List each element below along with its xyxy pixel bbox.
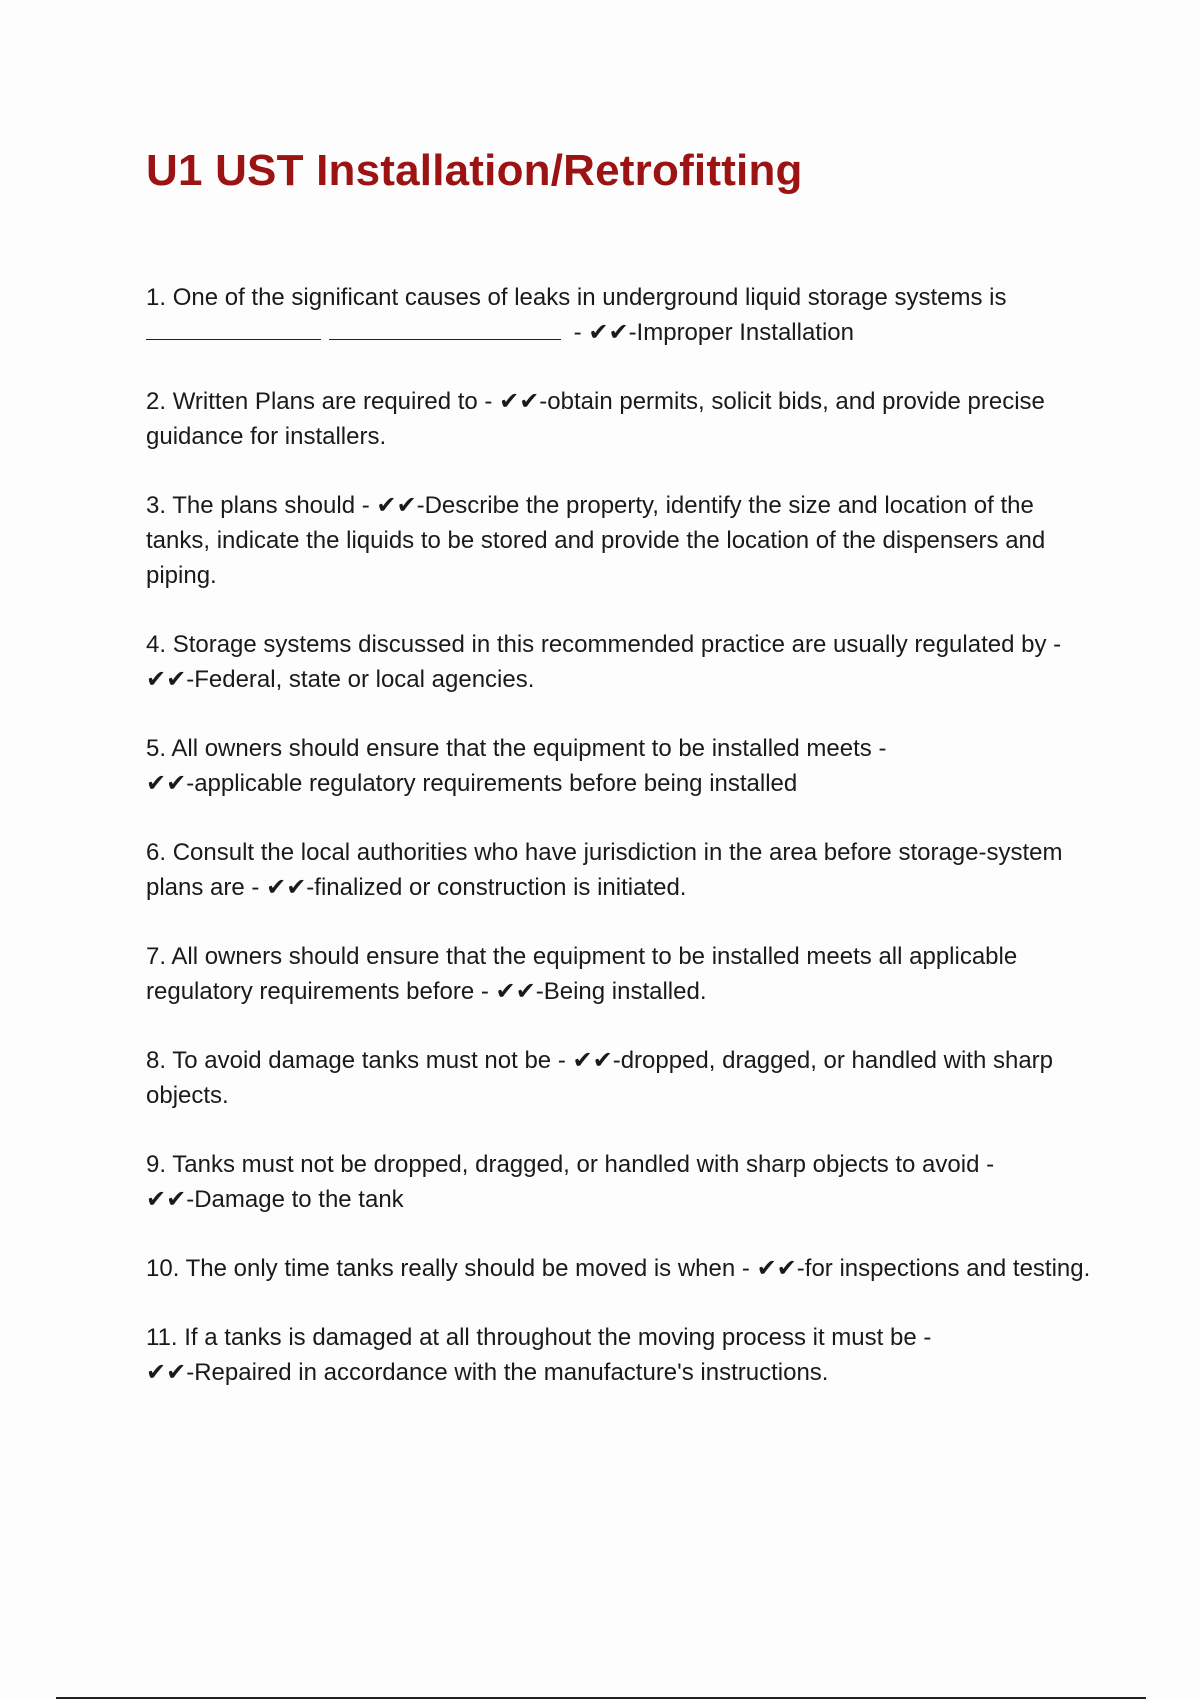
question-number: 5.	[146, 735, 167, 762]
question-separator: -	[878, 735, 887, 762]
checkmark-icon: ✔✔	[266, 874, 307, 901]
question-answer: -for inspections and testing.	[796, 1255, 1091, 1282]
checkmark-icon: ✔✔	[146, 666, 187, 693]
checkmark-icon: ✔✔	[499, 388, 540, 415]
question-prompt: To avoid damage tanks must not be	[172, 1047, 552, 1074]
question-prompt: All owners should ensure that the equipment to be installed meets	[171, 735, 872, 762]
question-separator: -	[741, 1255, 750, 1282]
checkmark-icon: ✔✔	[146, 1186, 187, 1213]
checkmark-icon: ✔✔	[146, 770, 187, 797]
question-item-7	[146, 939, 1096, 1009]
question-prompt: One of the significant causes of leaks in underground liquid storage systems is	[172, 284, 1007, 311]
question-prompt: Consult the local authorities who have jurisdiction in the area before storage-system plans are	[146, 839, 1063, 901]
answer-blank	[329, 317, 561, 340]
question-answer: -Federal, state or local agencies.	[186, 666, 535, 693]
question-answer: -Describe the property, identify the size and location of the tanks, indicate the liquids to be stored and provide the location of the dispensers and piping.	[146, 492, 1046, 589]
question-separator: -	[986, 1151, 995, 1178]
question-prompt: The plans should	[172, 492, 356, 519]
question-number: 4.	[146, 631, 167, 658]
question-item-4	[146, 627, 1096, 697]
question-prompt: Storage systems discussed in this recommended practice are usually regulated by	[172, 631, 1047, 658]
question-list	[146, 280, 1096, 1424]
question-separator: -	[573, 319, 582, 346]
question-item-10	[146, 1251, 1096, 1286]
question-answer: -dropped, dragged, or handled with sharp objects.	[146, 1047, 1053, 1109]
question-answer: -finalized or construction is initiated.	[306, 874, 687, 901]
checkmark-icon: ✔✔	[146, 1359, 187, 1386]
question-separator: -	[251, 874, 260, 901]
question-answer: -Damage to the tank	[186, 1186, 404, 1213]
question-separator: -	[484, 388, 493, 415]
question-answer: -Being installed.	[535, 978, 707, 1005]
question-item-2	[146, 384, 1096, 454]
question-prompt: Tanks must not be dropped, dragged, or handled with sharp objects to avoid	[172, 1151, 980, 1178]
checkmark-icon: ✔✔	[756, 1255, 797, 1282]
question-number: 8.	[146, 1047, 167, 1074]
question-item-5	[146, 731, 1096, 801]
question-separator: -	[557, 1047, 566, 1074]
page-bottom-divider	[56, 1697, 1146, 1699]
question-number: 11.	[146, 1324, 178, 1351]
question-answer: -Improper Installation	[628, 319, 854, 346]
question-prompt: If a tanks is damaged at all throughout the moving process it must be	[184, 1324, 917, 1351]
question-item-9	[146, 1147, 1096, 1217]
question-number: 6.	[146, 839, 167, 866]
question-separator: -	[923, 1324, 932, 1351]
question-number: 9.	[146, 1151, 167, 1178]
checkmark-icon: ✔✔	[376, 492, 417, 519]
question-prompt: Written Plans are required to	[172, 388, 478, 415]
question-number: 10.	[146, 1255, 180, 1282]
question-item-6	[146, 835, 1096, 905]
question-answer: -obtain permits, solicit bids, and provide precise guidance for installers.	[146, 388, 1045, 450]
question-answer: -Repaired in accordance with the manufacture's instructions.	[186, 1359, 829, 1386]
question-number: 2.	[146, 388, 167, 415]
question-number: 1.	[146, 284, 167, 311]
question-number: 3.	[146, 492, 167, 519]
question-item-3	[146, 488, 1096, 593]
question-item-1	[146, 280, 1096, 350]
question-separator: -	[1053, 631, 1062, 658]
checkmark-icon: ✔✔	[495, 978, 536, 1005]
question-answer: -applicable regulatory requirements before being installed	[186, 770, 798, 797]
question-prompt: The only time tanks really should be moved is when	[185, 1255, 736, 1282]
question-item-8	[146, 1043, 1096, 1113]
checkmark-icon: ✔✔	[588, 319, 629, 346]
question-number: 7.	[146, 943, 167, 970]
question-separator: -	[361, 492, 370, 519]
question-separator: -	[480, 978, 489, 1005]
checkmark-icon: ✔✔	[572, 1047, 613, 1074]
question-item-11	[146, 1320, 1096, 1390]
question-prompt: All owners should ensure that the equipment to be installed meets all applicable regulatory requirements before	[146, 943, 1018, 1005]
answer-blank	[146, 317, 321, 340]
page-title: U1 UST Installation/Retrofitting	[146, 146, 803, 195]
